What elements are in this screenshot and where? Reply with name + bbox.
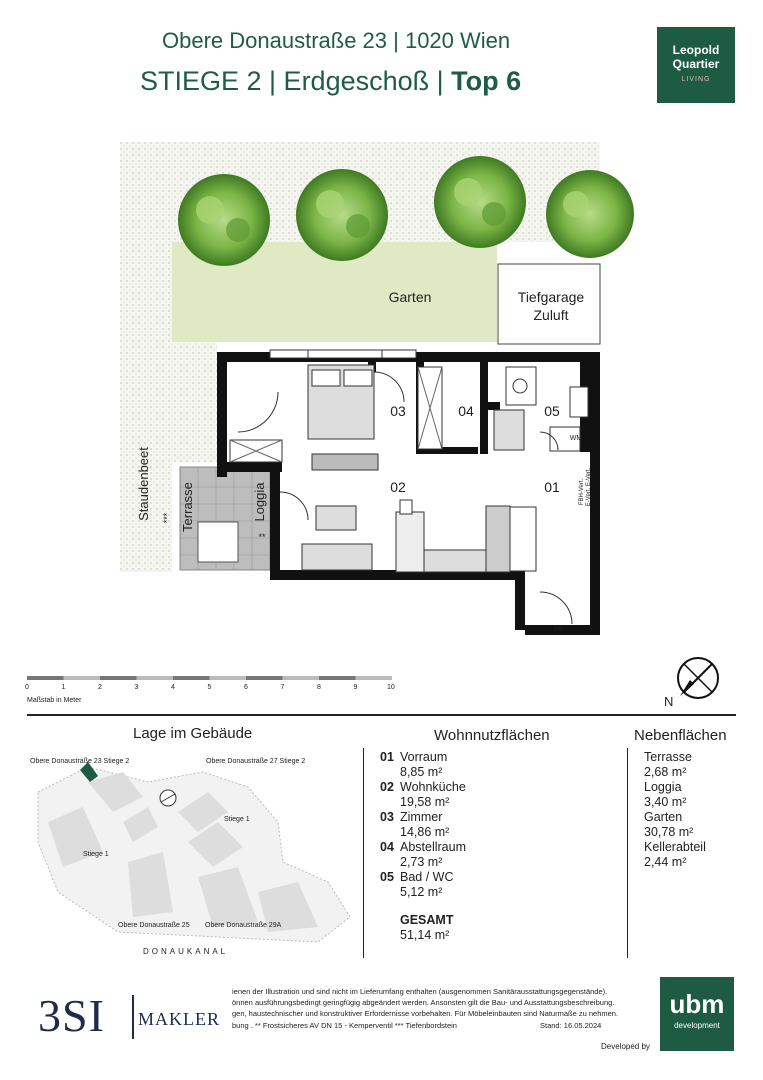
room-name: Zimmer — [400, 810, 443, 824]
tree-icon — [296, 169, 388, 261]
tiefgarage-label-2: Zuluft — [533, 307, 569, 323]
room-num: 04 — [380, 840, 394, 854]
room-area: 8,85 m² — [400, 765, 443, 779]
scale-tick-label: 2 — [98, 684, 102, 691]
address-title: Obere Donaustraße 23 | 1020 Wien — [162, 28, 511, 53]
lage-label-od29a: Obere Donaustraße 29A — [205, 922, 282, 929]
divider-vertical — [363, 748, 364, 958]
logo-line-2: Quartier — [672, 57, 720, 71]
neben-list — [644, 750, 706, 870]
lage-title: Lage im Gebäude — [133, 725, 253, 742]
room-name: Bad / WC — [400, 870, 454, 884]
stars-label: *** — [162, 512, 172, 524]
ubm-logo — [660, 977, 734, 1051]
logo-line-1: Leopold — [672, 43, 720, 57]
room-item — [380, 870, 466, 900]
stand-date: Stand: 16.05.2024 — [540, 1020, 602, 1030]
leopold-quartier-logo — [657, 27, 735, 103]
fbh-label: FBH-Vert. — [579, 478, 585, 506]
loggia-label: Loggia — [252, 482, 267, 522]
neben-name: Kellerabteil — [644, 840, 706, 854]
makler-logo-word: MAKLER — [138, 1009, 220, 1029]
loggia-stars: ** — [258, 532, 266, 542]
ubm-logo-mark: ubm — [669, 989, 725, 1019]
room-area: 19,58 m² — [400, 795, 450, 809]
door-label: 2/6 — [553, 627, 563, 633]
lage-label-kanal: DONAUKANAL — [143, 947, 229, 956]
floor-plan — [120, 142, 600, 642]
neben-title: Nebenflächen — [634, 727, 727, 744]
scale-tick-label: 1 — [61, 684, 66, 691]
disclaimer — [232, 986, 618, 1031]
neben-area: 30,78 m² — [644, 825, 694, 839]
site-map — [28, 752, 353, 962]
furniture — [230, 365, 588, 572]
divider-vertical — [627, 748, 628, 958]
lage-label-od23: Obere Donaustraße 23 Stiege 2 — [30, 758, 130, 765]
neben-name: Terrasse — [644, 750, 692, 764]
tree-icon — [434, 156, 526, 248]
top-label: Top 6 — [451, 66, 522, 96]
room-num: 02 — [380, 780, 394, 794]
room-05-label: 05 — [544, 403, 560, 419]
room-name: Vorraum — [400, 750, 448, 764]
lage-label-od25: Obere Donaustraße 25 — [118, 922, 190, 929]
logo-divider — [132, 995, 134, 1039]
ubm-logo-sub: development — [674, 1021, 720, 1030]
room-item — [380, 780, 466, 810]
room-item — [380, 810, 466, 840]
scale-tick-label: 7 — [280, 684, 285, 691]
wm-label: WM — [569, 435, 583, 442]
wohn-title: Wohnnutzflächen — [434, 727, 550, 744]
total-label: GESAMT — [400, 913, 454, 927]
garden-label: Garten — [388, 289, 432, 305]
terrasse-label: Terrasse — [180, 482, 195, 532]
lage-label-stiege1b: Stiege 1 — [83, 851, 109, 858]
scale-tick-label: 8 — [317, 684, 321, 691]
makler-logo — [38, 987, 218, 1047]
room-01-label: 01 — [544, 479, 560, 495]
room-04-label: 04 — [458, 403, 474, 419]
logo-line-3: LIVING — [681, 76, 711, 83]
north-label: N — [664, 694, 674, 709]
tiefgarage-label-1: Tiefgarage — [517, 289, 585, 305]
scale-tick-label: 9 — [353, 684, 358, 691]
neben-name: Loggia — [644, 780, 682, 794]
lage-label-stiege1a: Stiege 1 — [224, 816, 250, 823]
room-03-label: 03 — [390, 403, 406, 419]
scale-tick-label: 10 — [387, 684, 395, 691]
scale-caption: Maßstab in Meter — [27, 697, 82, 704]
disclaimer-line: bung . ** Frostsicheres AV DN 15 - Kemperventil *** Tiefenbordstein — [232, 1020, 457, 1030]
scale-tick-label: 6 — [244, 684, 248, 691]
room-name: Abstellraum — [400, 840, 466, 854]
scale-tick-label: 4 — [171, 684, 175, 691]
total-area: 51,14 m² — [400, 928, 450, 942]
room-area: 2,73 m² — [400, 855, 443, 869]
disclaimer-line: gen, haustechnischer und konstruktiver Erfordernisse vorbehalten. Für Möbeleinbauten sind Naturmaße zu nehmen. — [232, 1009, 619, 1019]
stiege-label: STIEGE 2 | Erdgeschoß | — [140, 66, 444, 96]
disclaimer-line: önnen ausführungsbedingt geringfügig abgeändert werden. Ansonsten gilt die Bau- und Ausstattungsbeschreibung. — [232, 998, 615, 1008]
room-area: 5,12 m² — [400, 885, 443, 899]
room-area: 14,86 m² — [400, 825, 450, 839]
scale-tick-label: 3 — [134, 684, 139, 691]
room-list — [380, 750, 466, 943]
section-divider — [27, 714, 736, 716]
makler-logo-mark: 3SI — [38, 990, 105, 1041]
total — [380, 913, 466, 943]
room-num: 01 — [380, 750, 394, 764]
scale-bar — [27, 676, 407, 704]
compass-icon — [650, 654, 740, 710]
neben-area: 2,68 m² — [644, 765, 687, 779]
staudenbeet-label: Staudenbeet — [136, 447, 151, 521]
room-item — [380, 750, 466, 780]
evert-label: E-Vert. E-Vert. — [586, 467, 592, 507]
disclaimer-line: ienen der Illustration und sind nicht im Lieferumfang enthalten (ausgenommen Sanitärausstattungsgegenstände). — [232, 987, 608, 996]
scale-tick-label: 5 — [207, 684, 212, 691]
tree-icon — [178, 174, 270, 266]
developed-by: Developed by — [601, 1042, 650, 1051]
room-num: 03 — [380, 810, 394, 824]
unit-title — [140, 66, 521, 97]
neben-area: 3,40 m² — [644, 795, 687, 809]
neben-area: 2,44 m² — [644, 855, 687, 869]
scale-tick-label: 0 — [25, 684, 29, 691]
lage-label-od27: Obere Donaustraße 27 Stiege 2 — [206, 758, 306, 765]
room-name: Wohnküche — [400, 780, 466, 794]
room-item — [380, 840, 466, 870]
tree-icon — [546, 170, 634, 258]
room-num: 05 — [380, 870, 394, 884]
room-02-label: 02 — [390, 479, 406, 495]
neben-name: Garten — [644, 810, 683, 824]
